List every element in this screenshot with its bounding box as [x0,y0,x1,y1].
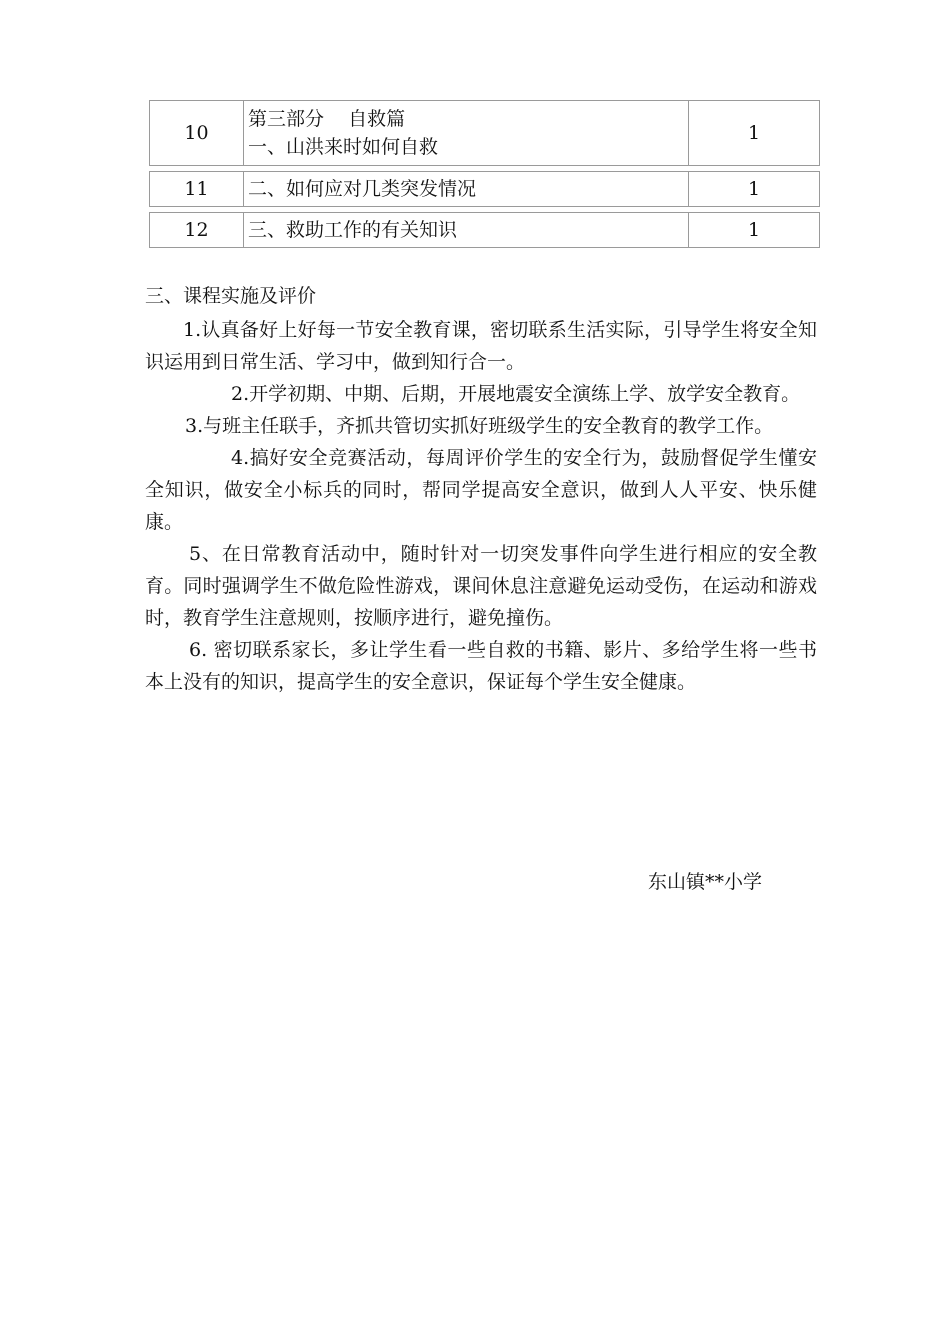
lesson-number: 10 [150,101,244,165]
paragraph-2: 2.开学初期、中期、后期，开展地震安全演练上学、放学安全教育。 [231,383,801,405]
section-heading: 三、课程实施及评价 [145,285,317,307]
paragraph-6: 6. 密切联系家长，多让学生看一些自救的书籍、影片、多给学生将一些书本上没有的知识，提高学生的安全意识，保证每个学生安全健康。 [145,639,817,693]
implementation-section [145,280,817,698]
topic-line: 第三部分 自救篇 [248,108,406,130]
topic-line: 一、山洪来时如何自救 [248,136,439,158]
paragraph-1: 1.认真备好上好每一节安全教育课，密切联系生活实际，引导学生将安全知识运用到日常生活、学习中，做到知行合一。 [145,319,817,373]
table-row [149,212,820,248]
lesson-number: 11 [150,172,244,206]
paragraph-3: 3.与班主任联手，齐抓共管切实抓好班级学生的安全教育的教学工作。 [185,415,774,437]
paragraph-5: 5、在日常教育活动中，随时针对一切突发事件向学生进行相应的安全教育。同时强调学生不做危险性游戏，课间休息注意避免运动受伤，在运动和游戏时，教育学生注意规则，按顺序进行，避免撞伤。 [145,543,817,629]
lesson-topic [244,101,689,165]
topic-line: 二、如何应对几类突发情况 [248,178,477,200]
paragraph-4: 4.搞好安全竞赛活动，每周评价学生的安全行为，鼓励督促学生懂安全知识，做安全小标兵的同时，帮同学提高安全意识，做到人人平安、快乐健康。 [145,447,817,533]
table-row [149,171,820,207]
school-signature: 东山镇**小学 [648,871,763,893]
lesson-topic [244,172,689,206]
lesson-topic [244,213,689,247]
topic-line: 三、救助工作的有关知识 [248,219,458,241]
course-schedule-table [149,100,820,253]
lesson-number: 12 [150,213,244,247]
lesson-hours: 1 [747,219,761,241]
lesson-hours: 1 [747,122,761,144]
lesson-hours: 1 [747,178,761,200]
table-row [149,100,820,166]
